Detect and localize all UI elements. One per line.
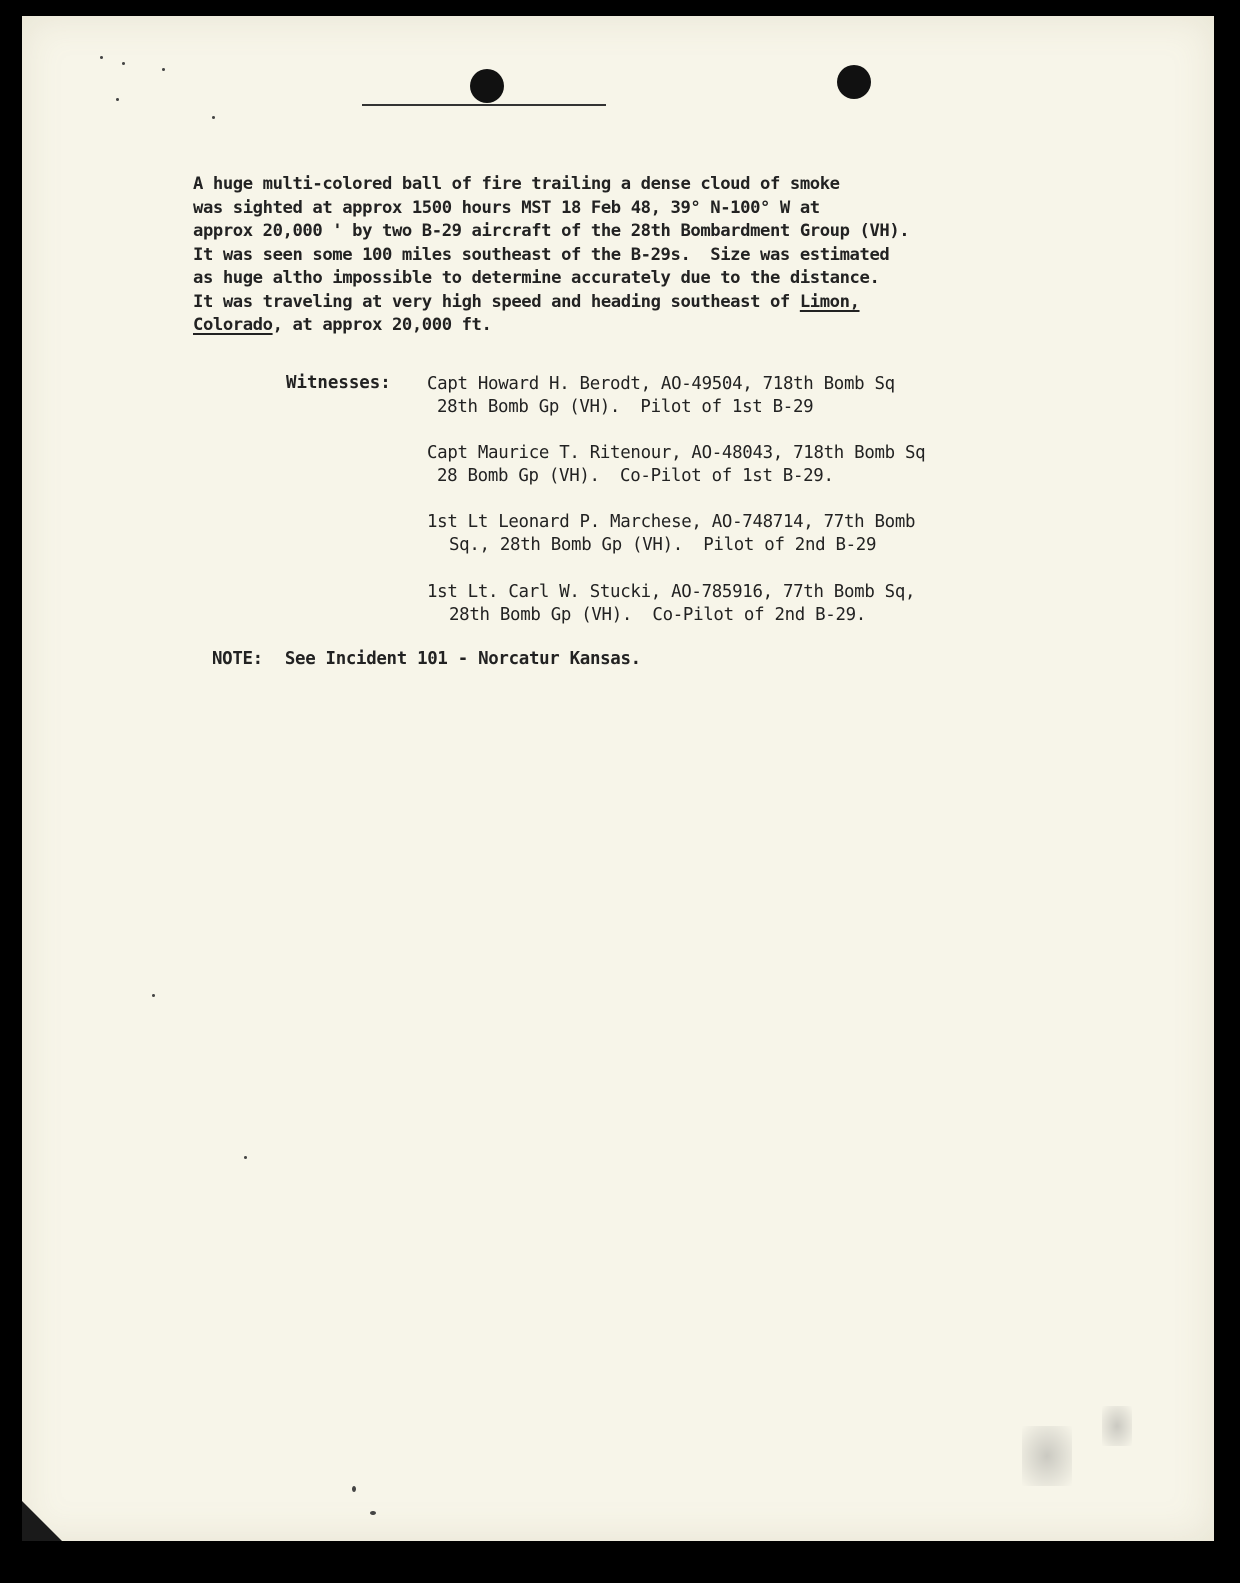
paper-sheet — [22, 16, 1214, 1541]
underlined-place-colorado: Colorado — [193, 315, 273, 335]
witness-line: Sq., 28th Bomb Gp (VH). Pilot of 2nd B-29 — [449, 535, 877, 555]
ink-speck — [370, 1511, 376, 1515]
note-line — [212, 649, 641, 669]
report-line: as huge altho impossible to determine accurately due to the distance. — [193, 268, 880, 288]
report-line: approx 20,000 ' by two B-29 aircraft of the 28th Bombardment Group (VH). — [193, 221, 910, 241]
report-line: A huge multi-colored ball of fire trailing a dense cloud of smoke — [193, 174, 840, 194]
ink-speck — [122, 62, 125, 65]
smudge-mark — [1102, 1406, 1132, 1446]
punch-hole-left — [470, 69, 504, 103]
ink-speck — [100, 56, 103, 59]
witness-line: 1st Lt Leonard P. Marchese, AO-748714, 77th Bomb — [427, 512, 916, 532]
ink-speck — [152, 994, 155, 997]
report-line: It was seen some 100 miles southeast of the B-29s. Size was estimated — [193, 244, 890, 265]
report-line: was sighted at approx 1500 hours MST 18 Feb 48, 39° N-100° W at — [193, 197, 820, 218]
report-line: It was traveling at very high speed and heading southeast of — [193, 291, 800, 312]
witness-line: 1st Lt. Carl W. Stucki, AO-785916, 77th Bomb Sq, — [427, 582, 916, 602]
underlined-place-limon: Limon, — [799, 291, 860, 312]
ink-speck — [162, 68, 165, 71]
ink-speck — [116, 98, 119, 101]
note-text: See Incident 101 - Norcatur Kansas. — [284, 649, 641, 669]
witness-line: 28th Bomb Gp (VH). Co-Pilot of 2nd B-29. — [449, 605, 866, 625]
witness-entry — [427, 511, 915, 557]
smudge-mark — [1022, 1426, 1072, 1486]
top-rule-line — [362, 104, 606, 106]
ink-speck — [244, 1156, 247, 1159]
ink-speck — [212, 116, 215, 119]
witness-entry — [427, 581, 915, 627]
witness-entry — [427, 373, 895, 419]
report-paragraph — [193, 173, 909, 338]
torn-corner — [22, 1501, 62, 1541]
witness-line: 28 Bomb Gp (VH). Co-Pilot of 1st B-29. — [437, 466, 834, 486]
witness-line: 28th Bomb Gp (VH). Pilot of 1st B-29 — [437, 397, 814, 417]
witness-line: Capt Maurice T. Ritenour, AO-48043, 718th Bomb Sq — [427, 443, 926, 463]
report-line-tail: , at approx 20,000 ft. — [272, 315, 492, 335]
note-label: NOTE: — [212, 649, 263, 669]
witnesses-label: Witnesses: — [286, 373, 391, 393]
punch-hole-right — [837, 65, 871, 99]
witness-line: Capt Howard H. Berodt, AO-49504, 718th Bomb Sq — [427, 374, 895, 394]
witness-entry — [427, 442, 925, 488]
ink-speck — [352, 1486, 356, 1492]
